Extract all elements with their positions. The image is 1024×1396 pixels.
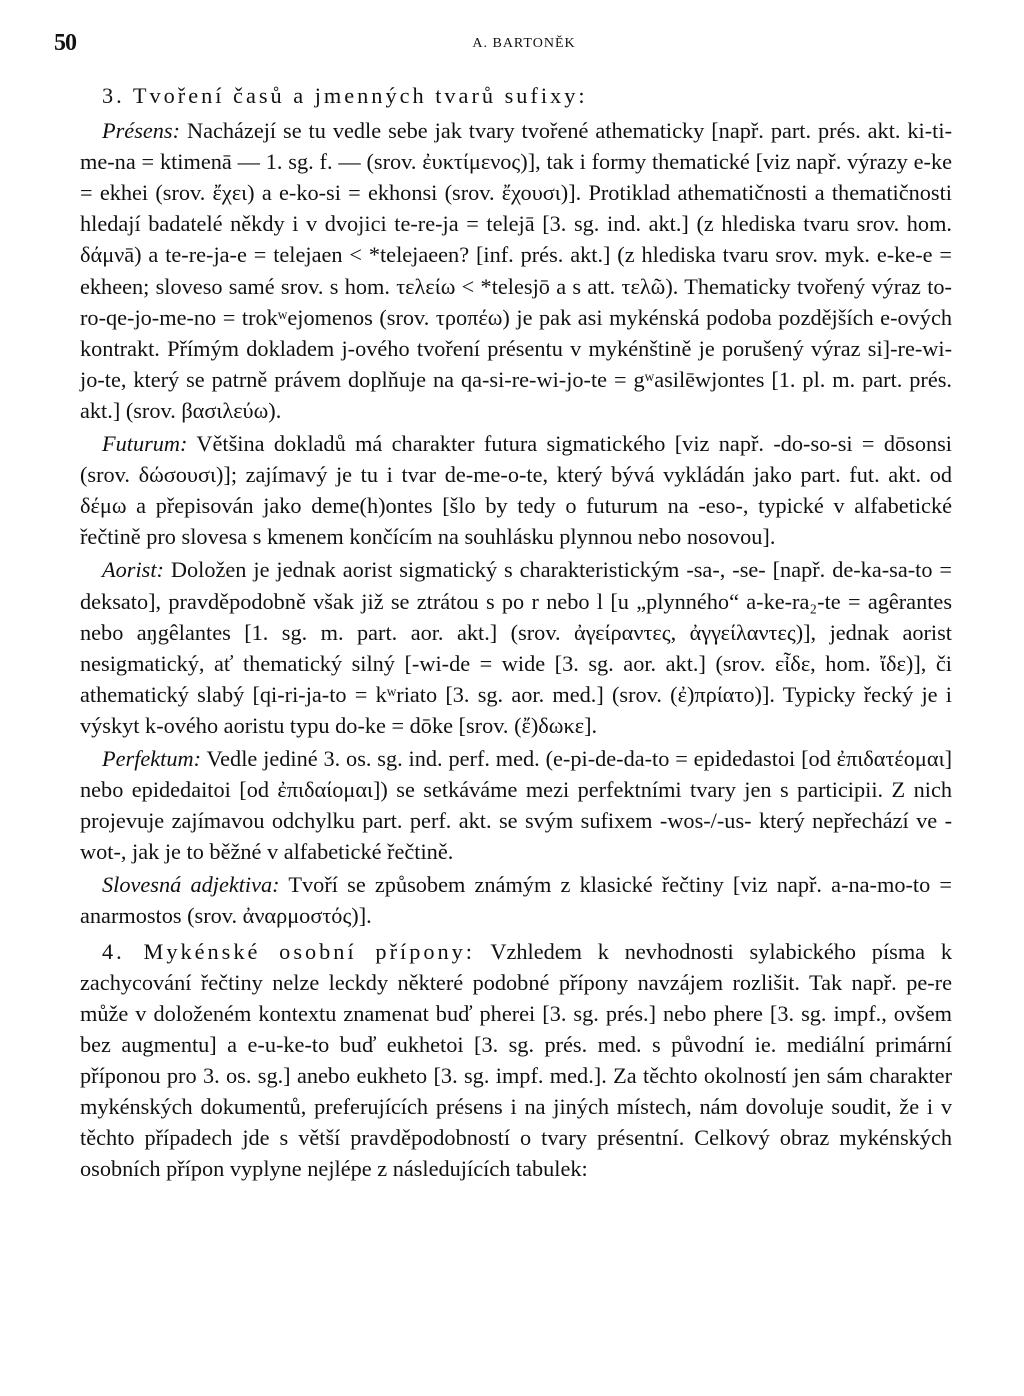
section-3-heading	[80, 80, 952, 111]
perfektum-text: Vedle jediné 3. os. sg. ind. perf. med. (e-pi-de-da-to = epidedastoi [od ἐπιδατέομαι] nebo epidedaitoi [od ἐπιδαίομαι]) se setkáváme mezi perfektními tvary jen s participii. Z nich projevuje zajímavou odchylku part. perf. akt. se svým sufixem -wos-/-us- který nepřechází ve -wot-, jak je to běžné v alfabetické řečtině.	[80, 745, 952, 865]
body-text	[80, 80, 952, 1186]
adjektiva-text: Tvoří se způsobem známým z klasické řečtiny [viz např. a-na-mo-to = anarmostos (srov. ἀναρμοστός)].	[80, 872, 953, 929]
paragraph-adjektiva	[80, 869, 952, 931]
paragraph-section-4	[80, 936, 952, 1185]
adjektiva-label: Slovesná adjektiva:	[102, 872, 280, 898]
section-heading-text: 3. Tvoření časů a jmenných tvarů sufixy:	[102, 83, 588, 108]
perfektum-label: Perfektum:	[102, 745, 202, 771]
section-4-heading: 4. Mykénské osobní přípony:	[102, 938, 475, 964]
page-header	[54, 22, 924, 62]
presens-text: Nacházejí se tu vedle sebe jak tvary tvořené athematicky [např. part. prés. akt. ki-ti-me-na = ktimenā — 1. sg. f. — (srov. ἐυκτίμενος)], tak i formy thematické [viz např. výrazy e-ke = ekhei (srov. ἔχει) a e-ko-si = ekhonsi (srov. ἔχουσι)]. Protiklad athematičnosti a thematičnosti hledají badatelé někdy i v dvojici te-re-ja = telejā [3. sg. ind. akt.] (z hlediska tvaru srov. hom. δάμνā) a te-re-ja-e = telejaen < *telejaeen? [inf. prés. akt.] (z hlediska tvaru srov. myk. e-ke-e = ekheen; sloveso samé srov. s hom. τελείω < *telesjō a s att. τελῶ). Thematicky tvořený výraz to-ro-qe-jo-me-no = trokʷejomenos (srov. τροπέω) je pak asi mykénská podoba pozdějších e-ových kontrakt. Přímým dokladem j-ového tvoření présentu v mykénštině je porušený výraz si]-re-wi-jo-te, který se patrně právem doplňuje na qa-si-re-wi-jo-te = gʷasilēwjontes [1. pl. m. part. prés. akt.] (srov. βασιλεύω).	[80, 118, 952, 423]
futurum-label: Futurum:	[102, 431, 188, 457]
presens-label: Présens:	[102, 118, 181, 144]
futurum-text: Většina dokladů má charakter futura sigmatického [viz např. -do-so-si = dōsonsi (srov. δώσουσι)]; zajímavý je tu i tvar de-me-o-te, který bývá vykládán jako part. fut. akt. od δέμω a přepisován jako deme(h)ontes [šlo by tedy o futurum na -eso-, typické v alfabetické řečtině pro slovesa s kmenem končícím na souhlásku plynnou nebo nosovou].	[80, 431, 952, 550]
page-number: 50	[54, 30, 76, 56]
aorist-label: Aorist:	[102, 557, 164, 583]
paragraph-perfektum	[80, 743, 952, 867]
aorist-text: Doložen je jednak aorist sigmatický s charakteristickým -sa-, -se- [např. de-ka-sa-to = deksato], pravděpodobně však již se ztrátou s po r nebo l [u „plynného“ a-ke-ra₂-te = agêrantes nebo aŋgêlantes [1. sg. m. part. aor. akt.] (srov. ἀγείραντες, ἀγγείλαντες)], jednak aorist nesigmatický, ať thematický silný [-wi-de = wide [3. sg. aor. akt.] (srov. εἶδε, hom. ἴδε)], či athematický slabý [qi-ri-ja-to = kʷriato [3. sg. aor. med.] (srov. (ἐ)πρίατο)]. Typicky řecký je i výskyt k-ového aoristu typu do-ke = dōke [srov. (ἔ)δωκε].	[80, 557, 952, 738]
paragraph-futurum	[80, 428, 952, 552]
paragraph-presens	[80, 115, 952, 426]
running-head: A. BARTONĚK	[472, 36, 576, 51]
section-4-text: Vzhledem k nevhodnosti sylabického písma k zachycování řečtiny nelze leckdy některé podobné přípony navzájem rozlišit. Tak např. pe-re může v doloženém kontextu znamenat buď pherei [3. sg. prés.] nebo phere [3. sg. impf., ovšem bez augmentu] a e-u-ke-to buď eukhetoi [3. sg. prés. med. s původní ie. mediální primární příponou pro 3. os. sg.] anebo eukheto [3. sg. impf. med.]. Za těchto okolností jen sám charakter mykénských dokumentů, preferujících présens i na jiných místech, nám dovoluje soudit, že i v těchto případech jde s větší pravděpodobností o tvary présentní. Celkový obraz mykénských osobních přípon vyplyne nejlépe z následujících tabulek:	[80, 938, 953, 1182]
paragraph-aorist	[80, 554, 952, 741]
